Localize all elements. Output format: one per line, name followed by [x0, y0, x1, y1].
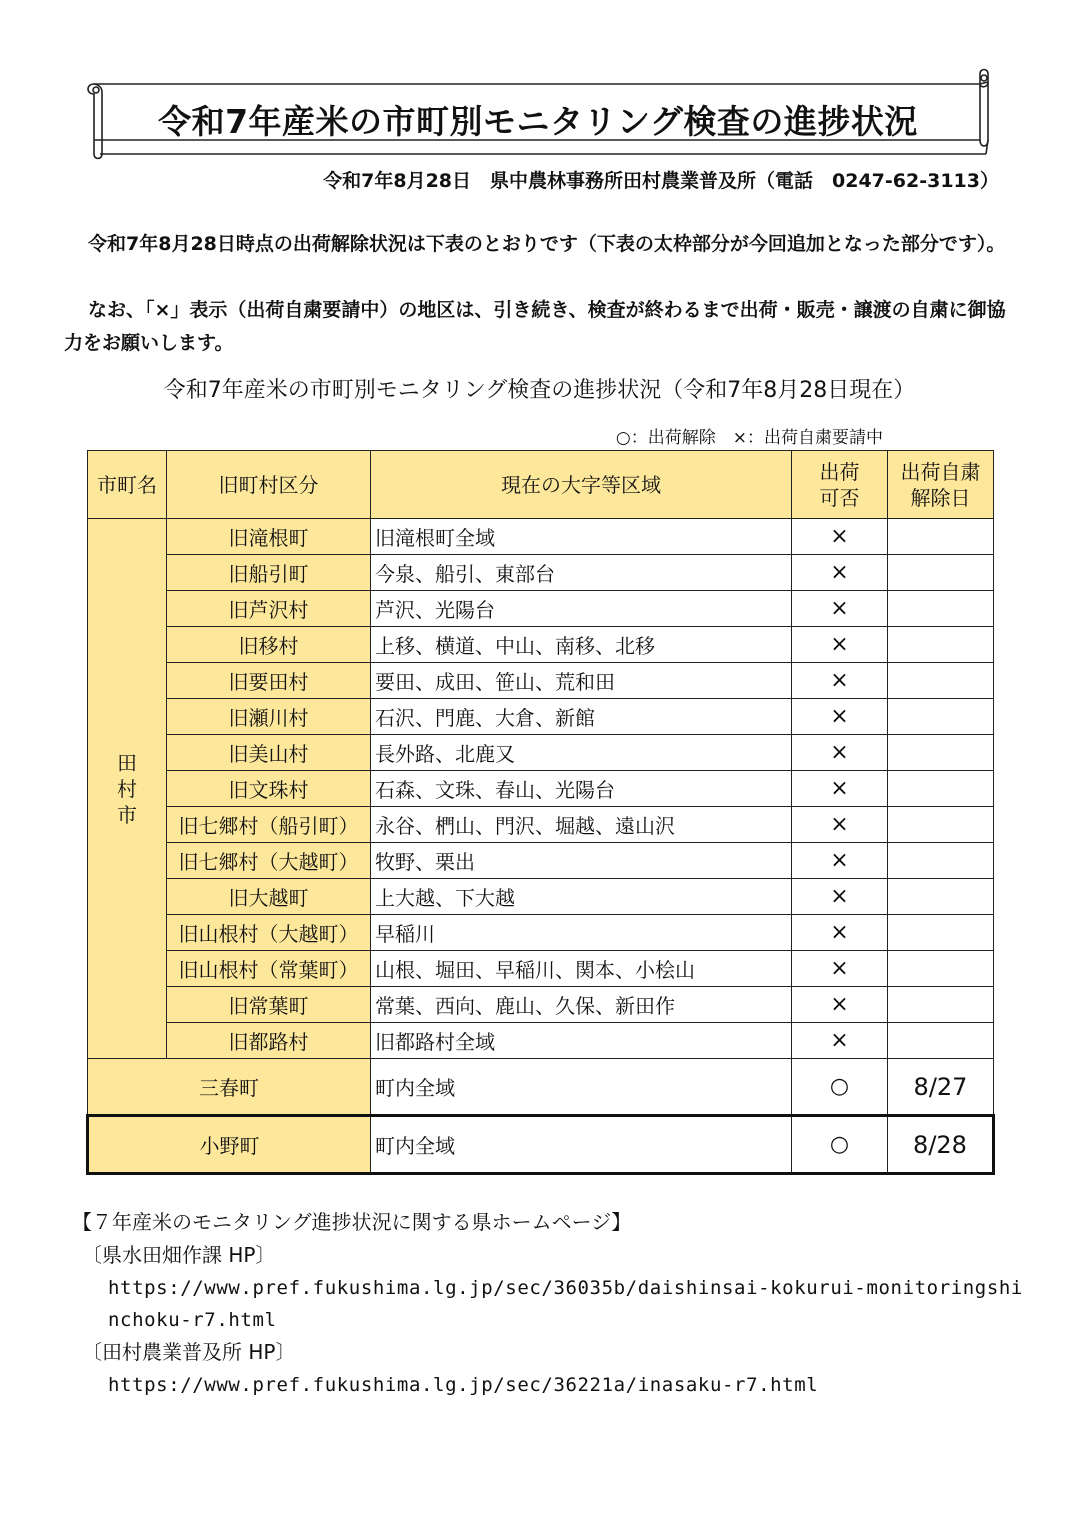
- table-row-ono-new: [88, 1116, 994, 1174]
- date-cell: [888, 807, 994, 843]
- area-cell: 早稲川: [371, 915, 792, 951]
- header-area: 現在の大字等区域: [371, 451, 792, 519]
- date-cell: [888, 951, 994, 987]
- date-cell: [888, 771, 994, 807]
- table-row: [88, 843, 994, 879]
- status-cell: ○: [792, 1116, 888, 1174]
- status-cell: ×: [792, 879, 888, 915]
- district-cell: 旧文珠村: [167, 771, 371, 807]
- dateline: 令和7年8月28日 県中農林事務所田村農業普及所（電話 0247-62-3113）: [323, 170, 999, 192]
- area-cell: 芦沢、光陽台: [371, 591, 792, 627]
- table-row: [88, 951, 994, 987]
- intro-paragraph-2: なお、「×」表示（出荷自粛要請中）の地区は、引き続き、検査が終わるまで出荷・販売・譲渡の自粛に御協力をお願いします。: [64, 299, 1006, 354]
- date-cell: 8/27: [888, 1059, 994, 1116]
- status-cell: ×: [792, 771, 888, 807]
- district-cell: 旧芦沢村: [167, 591, 371, 627]
- table-row: [88, 699, 994, 735]
- district-cell: 旧七郷村（大越町）: [167, 843, 371, 879]
- local-hp-label: 〔田村農業普及所 HP〕: [82, 1340, 296, 1364]
- area-cell: 旧都路村全域: [371, 1023, 792, 1059]
- status-cell: ×: [792, 627, 888, 663]
- area-cell: 町内全域: [371, 1059, 792, 1116]
- date-cell: [888, 555, 994, 591]
- date-cell: [888, 663, 994, 699]
- header-city: 市町名: [88, 451, 167, 519]
- status-cell: ×: [792, 807, 888, 843]
- district-cell: 旧滝根町: [167, 519, 371, 555]
- city-miharu: 三春町: [88, 1059, 371, 1116]
- status-cell: ×: [792, 843, 888, 879]
- area-cell: 牧野、栗出: [371, 843, 792, 879]
- status-cell: ×: [792, 987, 888, 1023]
- links-section: [72, 1206, 1023, 1401]
- status-cell: ×: [792, 915, 888, 951]
- table-row: [88, 987, 994, 1023]
- date-cell: [888, 915, 994, 951]
- status-cell: ×: [792, 555, 888, 591]
- area-cell: 上大越、下大越: [371, 879, 792, 915]
- title-banner: [82, 68, 994, 160]
- table-row: [88, 519, 994, 555]
- table-title: 令和7年産米の市町別モニタリング検査の進捗状況（令和7年8月28日現在）: [163, 378, 916, 403]
- page-title: 令和7年産米の市町別モニタリング検査の進捗状況: [158, 102, 918, 141]
- area-cell: 長外路、北鹿又: [371, 735, 792, 771]
- table-row-miharu: [88, 1059, 994, 1116]
- date-cell: [888, 843, 994, 879]
- district-cell: 旧船引町: [167, 555, 371, 591]
- table-row: [88, 915, 994, 951]
- district-cell: 旧常葉町: [167, 987, 371, 1023]
- status-cell: ×: [792, 591, 888, 627]
- area-cell: 石沢、門鹿、大倉、新館: [371, 699, 792, 735]
- table-row: [88, 555, 994, 591]
- date-cell: [888, 735, 994, 771]
- district-cell: 旧美山村: [167, 735, 371, 771]
- table-row: [88, 591, 994, 627]
- table-row: [88, 627, 994, 663]
- area-cell: 石森、文珠、春山、光陽台: [371, 771, 792, 807]
- status-cell: ×: [792, 735, 888, 771]
- table-row: [88, 879, 994, 915]
- city-ono: 小野町: [88, 1116, 371, 1174]
- area-cell: 永谷、椚山、門沢、堀越、遠山沢: [371, 807, 792, 843]
- table-row: [88, 735, 994, 771]
- date-cell: [888, 987, 994, 1023]
- table-row: [88, 1023, 994, 1059]
- status-cell: ×: [792, 951, 888, 987]
- district-cell: 旧七郷村（船引町）: [167, 807, 371, 843]
- district-cell: 旧都路村: [167, 1023, 371, 1059]
- city-tamura: 田村市: [88, 519, 167, 1059]
- area-cell: 常葉、西向、鹿山、久保、新田作: [371, 987, 792, 1023]
- date-cell: [888, 879, 994, 915]
- header-old-village: 旧町村区分: [167, 451, 371, 519]
- local-hp-link[interactable]: https://www.pref.fukushima.lg.jp/sec/36221a/inasaku-r7.html: [108, 1374, 819, 1396]
- date-cell: [888, 627, 994, 663]
- district-cell: 旧大越町: [167, 879, 371, 915]
- area-cell: 上移、横道、中山、南移、北移: [371, 627, 792, 663]
- status-cell: ×: [792, 663, 888, 699]
- district-cell: 旧山根村（常葉町）: [167, 951, 371, 987]
- intro-paragraph-1: 令和7年8月28日時点の出荷解除状況は下表のとおりです（下表の太枠部分が今回追加となった部分です）。: [88, 233, 1006, 255]
- table-row: [88, 771, 994, 807]
- pref-hp-label: 〔県水田畑作課 HP〕: [82, 1243, 276, 1267]
- district-cell: 旧移村: [167, 627, 371, 663]
- header-shipment: 出荷可否: [792, 451, 888, 519]
- date-cell: [888, 699, 994, 735]
- district-cell: 旧瀬川村: [167, 699, 371, 735]
- status-cell: ○: [792, 1059, 888, 1116]
- date-cell: 8/28: [888, 1116, 994, 1174]
- area-cell: 要田、成田、笹山、荒和田: [371, 663, 792, 699]
- header-release-date: 出荷自粛解除日: [888, 451, 994, 519]
- links-heading: 【７年産米のモニタリング進捗状況に関する県ホームページ】: [72, 1210, 632, 1234]
- date-cell: [888, 519, 994, 555]
- pref-hp-link[interactable]: https://www.pref.fukushima.lg.jp/sec/36035b/daishinsai-kokurui-monitoringshinchoku-r7.html: [108, 1277, 1023, 1331]
- status-cell: ×: [792, 519, 888, 555]
- table-row: [88, 663, 994, 699]
- area-cell: 町内全域: [371, 1116, 792, 1174]
- area-cell: 今泉、船引、東部台: [371, 555, 792, 591]
- table-row: [88, 807, 994, 843]
- status-cell: ×: [792, 1023, 888, 1059]
- area-cell: 旧滝根町全域: [371, 519, 792, 555]
- table-body: [88, 519, 994, 1174]
- district-cell: 旧要田村: [167, 663, 371, 699]
- date-cell: [888, 1023, 994, 1059]
- area-cell: 山根、堀田、早稲川、関本、小桧山: [371, 951, 792, 987]
- status-cell: ×: [792, 699, 888, 735]
- date-cell: [888, 591, 994, 627]
- monitoring-table: [86, 450, 995, 1175]
- table-legend: ○：出荷解除 ×：出荷自粛要請中: [615, 428, 883, 448]
- district-cell: 旧山根村（大越町）: [167, 915, 371, 951]
